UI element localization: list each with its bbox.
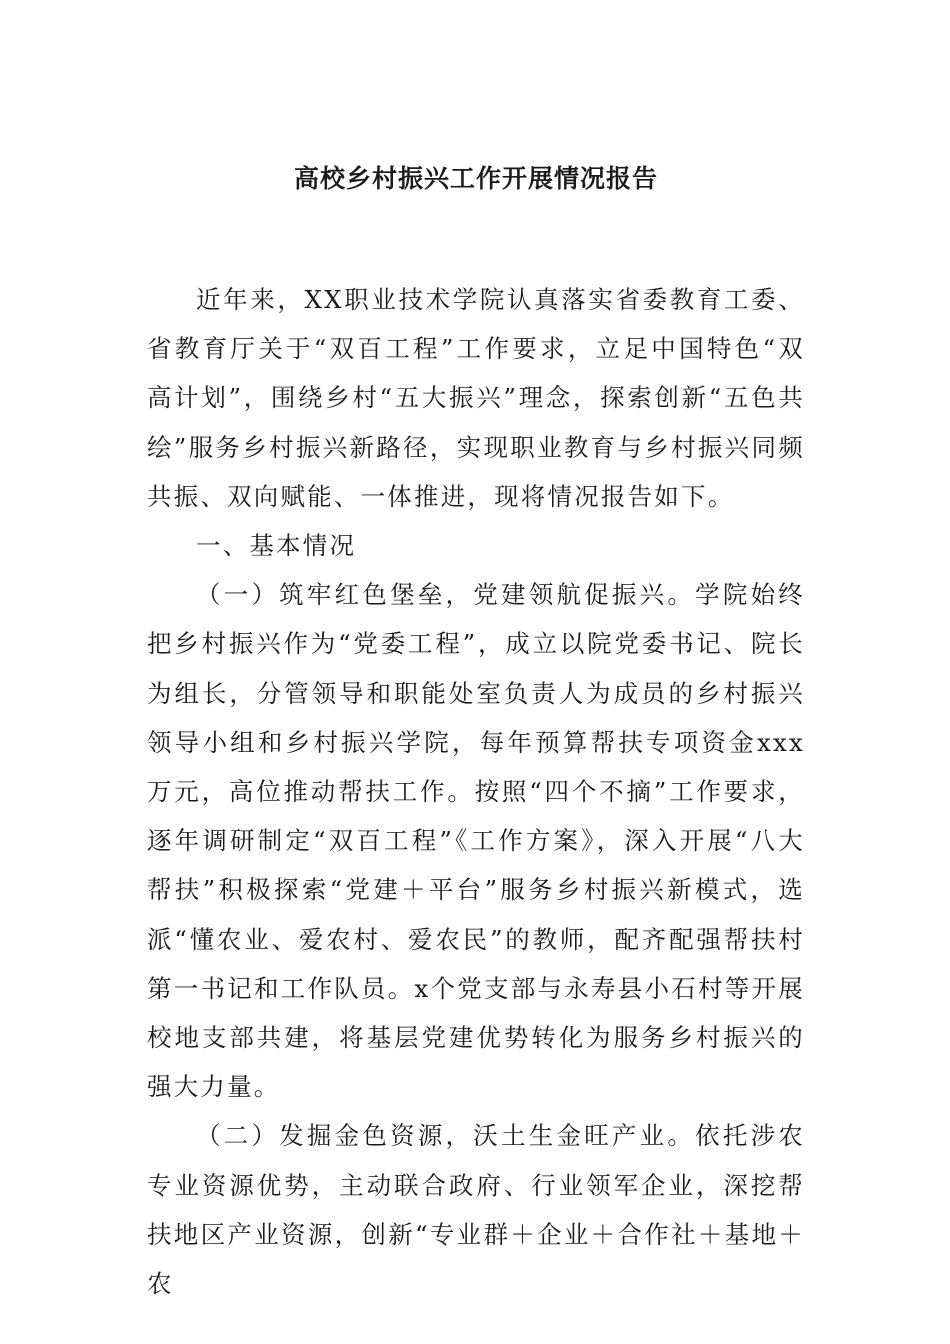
document-title: 高校乡村振兴工作开展情况报告 <box>293 164 658 193</box>
intro-paragraph: 近年来，XX职业技术学院认真落实省委教育工委、省教育厅关于“双百工程”工作要求，立足中国特色“双高计划”，围绕乡村“五大振兴”理念，探索创新“五色共绘”服务乡村振兴新路径，实现职业教育与乡村振兴同频共振、双向赋能、一体推进，现将情况报告如下。 <box>147 285 805 511</box>
paragraph-golden-resources: （二）发掘金色资源，沃土生金旺产业。依托涉农专业资源优势，主动联合政府、行业领军企业，深挖帮扶地区产业资源，创新“专业群＋企业＋合作社＋基地＋农 <box>147 1121 805 1299</box>
document-body <box>147 275 805 1308</box>
section-heading-basic-situation: 一、基本情况 <box>196 531 357 561</box>
paragraph-red-fortress: （一）筑牢红色堡垒，党建领航促振兴。学院始终把乡村振兴作为“党委工程”，成立以院党委书记、院长为组长，分管领导和职能处室负责人为成员的乡村振兴领导小组和乡村振兴学院，每年预算帮扶专项资金xxx万元，高位推动帮扶工作。按照“四个不摘”工作要求，逐年调研制定“双百工程”《工作方案》，深入开展“八大帮扶”积极探索“党建＋平台”服务乡村振兴新模式，选派“懂农业、爱农村、爱农民”的教师，配齐配强帮扶村第一书记和工作队员。x个党支部与永寿县小石村等开展校地支部共建，将基层党建优势转化为服务乡村振兴的强大力量。 <box>147 580 805 1102</box>
